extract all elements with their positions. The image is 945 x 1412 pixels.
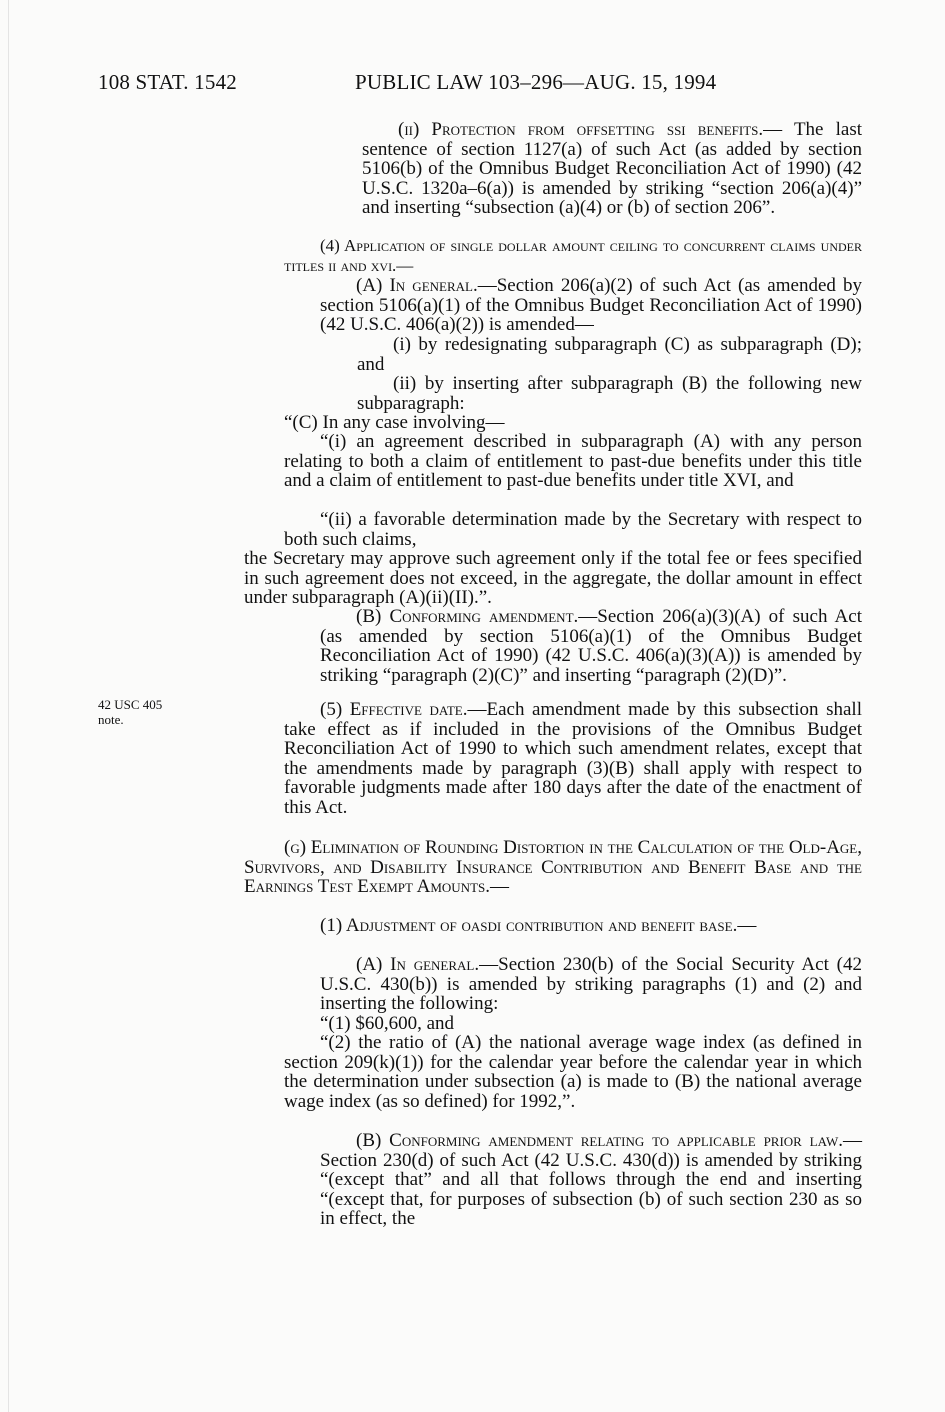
subparagraph-heading: (B) Conforming amendment relating to applicable prior law.—: [356, 1130, 862, 1151]
quoted-paragraph-1: “(1) $60,600, and: [320, 1013, 455, 1034]
quoted-C-i: “(i) an agreement described in subparagraph (A) with any person relating to both a claim of entitlement to past-due benefits under this title and a claim of entitlement to past-due benefits under title XVI, and: [284, 431, 862, 492]
quoted-C-intro: “(C) In any case involving—: [284, 412, 505, 433]
subparagraph-g1B: [320, 1131, 862, 1229]
subsection-g-heading: (g) Elimination of Rounding Distortion in the Calculation of the Old-Age, Survivors, and Disability Insurance Contribution and Benefit Base and the Earnings Test Exempt Amounts.—: [244, 837, 862, 898]
quoted-paragraph-2: “(2) the ratio of (A) the national average wage index (as defined in section 209(k)(1)) for the calendar year before the calendar year in which the determination under subsection (a) is made to (B) the national average wage index (as so defined) for 1992,”.: [284, 1032, 862, 1112]
subparagraph-4A: [320, 276, 862, 335]
subparagraph-heading: (A) In general.—: [356, 954, 499, 975]
margin-note-line: note.: [98, 712, 124, 727]
subparagraph-heading: (B) Conforming amendment.—: [356, 606, 598, 627]
subparagraph-4B: [320, 607, 862, 685]
subparagraph-heading: (A) In general.—: [356, 275, 497, 296]
quoted-C-ii: “(ii) a favorable determination made by the Secretary with respect to both such claims,: [284, 509, 862, 550]
paragraph-body: Each amendment made by this subsection shall take effect as if included in the provisions of the Omnibus Budget Reconciliation Act of 1990 to which such amendment relates, except that the amendments made by paragraph (3)(B) shall apply with respect to favorable judgments made after 180 days after the date of the enactment of this Act.: [284, 699, 862, 818]
subparagraph-g1A: [320, 955, 862, 1014]
margin-note-line: 42 USC 405: [98, 697, 163, 712]
quoted-C-tail: the Secretary may approve such agreement only if the total fee or fees specified in such agreement does not exceed, in the aggregate, the dollar amount in effect under subparagraph (A)(ii)(II).”.: [244, 548, 862, 609]
clause-body: The last sentence of section 1127(a) of such Act (as added by section 5106(b) of the Omnibus Budget Reconciliation Act of 1990) (42 U.S.C. 1320a–6(a)) is amended by striking “section 206(a)(4)” and inserting “subsection (a)(4) or (b) of section 206”.: [362, 119, 862, 219]
paragraph-5: [284, 700, 862, 818]
margin-note: [98, 697, 208, 727]
page-title: PUBLIC LAW 103–296—AUG. 15, 1994: [355, 70, 717, 94]
clause-4A-i: (i) by redesignating subparagraph (C) as subparagraph (D); and: [357, 334, 862, 375]
subparagraph-body: Section 230(b) of the Social Security Act (42 U.S.C. 430(b)) is amended by striking paragraphs (1) and (2) and inserting the following:: [320, 954, 862, 1015]
clause-heading: (ii) Protection from offsetting ssi benefits.—: [398, 119, 783, 140]
subparagraph-body: Section 206(a)(3)(A) of such Act (as amended by section 5106(a)(1) of the Omnibus Budget Reconciliation Act of 1990) (42 U.S.C. 406(a)(3)(A)) is amended by striking “paragraph (2)(C)” and inserting “paragraph (2)(D)”.: [320, 606, 862, 686]
paragraph-heading: (5) Effective date.—: [320, 699, 487, 720]
stat-reference: 108 STAT. 1542: [98, 70, 237, 94]
clause-ii-protection: [362, 120, 862, 218]
paragraph-4-heading: (4) Application of single dollar amount ceiling to concurrent claims under titles ii and xvi.—: [284, 236, 862, 275]
subparagraph-body: Section 230(d) of such Act (42 U.S.C. 430(d)) is amended by striking “(except that” and all that follows through the end and inserting “(except that, for purposes of subsection (b) of such section 230 as so in effect, the: [320, 1149, 862, 1230]
subparagraph-body: Section 206(a)(2) of such Act (as amended by section 5106(a)(1) of the Omnibus Budget Reconciliation Act of 1990) (42 U.S.C. 406(a)(2)) is amended—: [320, 275, 862, 336]
paragraph-g1-heading: (1) Adjustment of oasdi contribution and benefit base.—: [320, 915, 757, 936]
page-edge-rule: [8, 0, 9, 1412]
clause-4A-ii: (ii) by inserting after subparagraph (B) the following new subparagraph:: [357, 373, 862, 414]
